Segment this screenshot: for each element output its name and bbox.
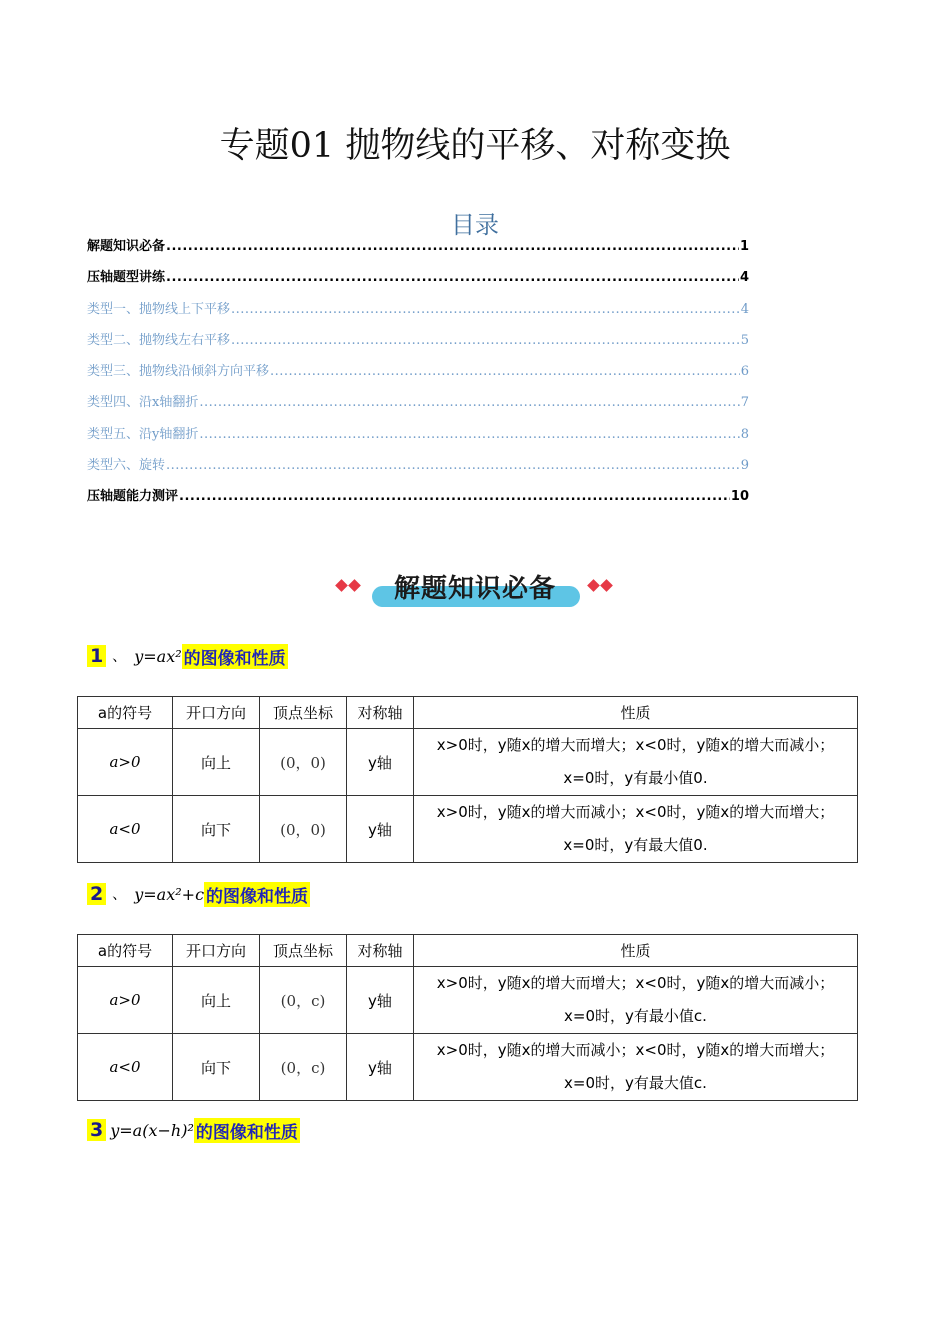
column-header: 性质 <box>414 697 858 729</box>
table-of-contents <box>87 236 749 518</box>
table-row <box>78 729 858 796</box>
toc-leader <box>166 455 740 477</box>
table-header-row <box>78 935 858 967</box>
cell-axis: y轴 <box>347 1034 414 1101</box>
column-header: a的符号 <box>78 935 173 967</box>
section-number: 1 <box>87 645 106 667</box>
cell-axis: y轴 <box>347 796 414 863</box>
toc-item[interactable] <box>87 330 749 361</box>
toc-leader <box>166 236 739 258</box>
cell-sign: a<0 <box>78 796 173 863</box>
section-formula: y=ax²+c <box>134 884 205 904</box>
toc-item-label: 压轴题能力测评 <box>87 489 179 505</box>
toc-item[interactable] <box>87 361 749 392</box>
toc-item[interactable] <box>87 236 749 267</box>
table-header-row <box>78 697 858 729</box>
toc-item-page: 4 <box>740 301 749 317</box>
toc-item-label: 类型三、抛物线沿倾斜方向平移 <box>87 364 270 380</box>
section-formula: y=ax² <box>134 646 182 666</box>
section-separator: 、 <box>112 649 127 665</box>
toc-item-label: 类型四、沿x轴翻折 <box>87 395 199 411</box>
toc-item[interactable] <box>87 392 749 423</box>
column-header: a的符号 <box>78 697 173 729</box>
toc-heading: 目录 <box>451 211 499 239</box>
toc-item-page: 1 <box>739 239 749 254</box>
cell-vertex: (0，0) <box>260 796 347 863</box>
section-formula: y=a(x−h)² <box>110 1120 194 1140</box>
cell-properties: x>0时，y随x的增大而增大；x<0时，y随x的增大而减小；x=0时，y有最小值0. <box>414 729 858 796</box>
column-header: 性质 <box>414 935 858 967</box>
column-header: 顶点坐标 <box>260 935 347 967</box>
cell-sign: a>0 <box>78 729 173 796</box>
cell-direction: 向下 <box>173 796 260 863</box>
section-title: 的图像和性质 <box>204 882 310 907</box>
banner-text: 解题知识必备 <box>393 574 556 604</box>
toc-leader <box>179 486 730 508</box>
toc-item-page: 4 <box>739 270 749 286</box>
cell-direction: 向下 <box>173 1034 260 1101</box>
toc-item[interactable] <box>87 267 749 298</box>
toc-item[interactable] <box>87 486 749 517</box>
column-header: 顶点坐标 <box>260 697 347 729</box>
toc-leader <box>199 424 739 446</box>
cell-direction: 向上 <box>173 967 260 1034</box>
toc-item[interactable] <box>87 455 749 486</box>
toc-leader <box>231 299 740 321</box>
toc-leader <box>231 330 740 352</box>
section-number: 3 <box>87 1119 106 1141</box>
toc-leader <box>270 361 740 383</box>
cell-vertex: (0，c) <box>260 967 347 1034</box>
column-header: 对称轴 <box>347 935 414 967</box>
cell-properties: x>0时，y随x的增大而增大；x<0时，y随x的增大而减小；x=0时，y有最小值c. <box>414 967 858 1034</box>
toc-item-label: 解题知识必备 <box>87 239 166 254</box>
toc-item-page: 5 <box>740 332 749 348</box>
toc-item-label: 压轴题型讲练 <box>87 270 166 286</box>
section-heading-2 <box>87 880 310 908</box>
toc-leader <box>166 267 739 289</box>
table-row <box>78 967 858 1034</box>
toc-item-page: 8 <box>740 426 749 442</box>
cell-properties: x>0时，y随x的增大而减小；x<0时，y随x的增大而增大；x=0时，y有最大值c. <box>414 1034 858 1101</box>
toc-item-label: 类型一、抛物线上下平移 <box>87 301 231 317</box>
section-title: 的图像和性质 <box>194 1118 300 1143</box>
cell-axis: y轴 <box>347 967 414 1034</box>
table-row <box>78 796 858 863</box>
toc-item-label: 类型二、抛物线左右平移 <box>87 332 231 348</box>
toc-item[interactable] <box>87 424 749 455</box>
section-title: 的图像和性质 <box>182 644 288 669</box>
cell-vertex: (0，c) <box>260 1034 347 1101</box>
column-header: 开口方向 <box>173 697 260 729</box>
section-number: 2 <box>87 883 106 905</box>
toc-item-page: 7 <box>740 395 749 411</box>
column-header: 开口方向 <box>173 935 260 967</box>
cell-direction: 向上 <box>173 729 260 796</box>
properties-table-1 <box>77 696 858 863</box>
cell-axis: y轴 <box>347 729 414 796</box>
toc-item-page: 6 <box>740 364 749 380</box>
section-heading-3 <box>87 1116 300 1144</box>
properties-table-2 <box>77 934 858 1101</box>
toc-item-label: 类型六、旋转 <box>87 458 166 474</box>
table-row <box>78 1034 858 1101</box>
cell-vertex: (0，0) <box>260 729 347 796</box>
toc-item-page: 9 <box>740 458 749 474</box>
toc-item-page: 10 <box>730 489 749 505</box>
section-heading-1 <box>87 642 288 670</box>
column-header: 对称轴 <box>347 697 414 729</box>
toc-item-label: 类型五、沿y轴翻折 <box>87 426 199 442</box>
page-title: 专题01 抛物线的平移、对称变换 <box>219 126 731 166</box>
section-separator: 、 <box>112 887 127 903</box>
toc-leader <box>199 392 739 414</box>
toc-item[interactable] <box>87 299 749 330</box>
cell-properties: x>0时，y随x的增大而减小；x<0时，y随x的增大而增大；x=0时，y有最大值0. <box>414 796 858 863</box>
cell-sign: a>0 <box>78 967 173 1034</box>
section-banner <box>330 566 620 614</box>
cell-sign: a<0 <box>78 1034 173 1101</box>
